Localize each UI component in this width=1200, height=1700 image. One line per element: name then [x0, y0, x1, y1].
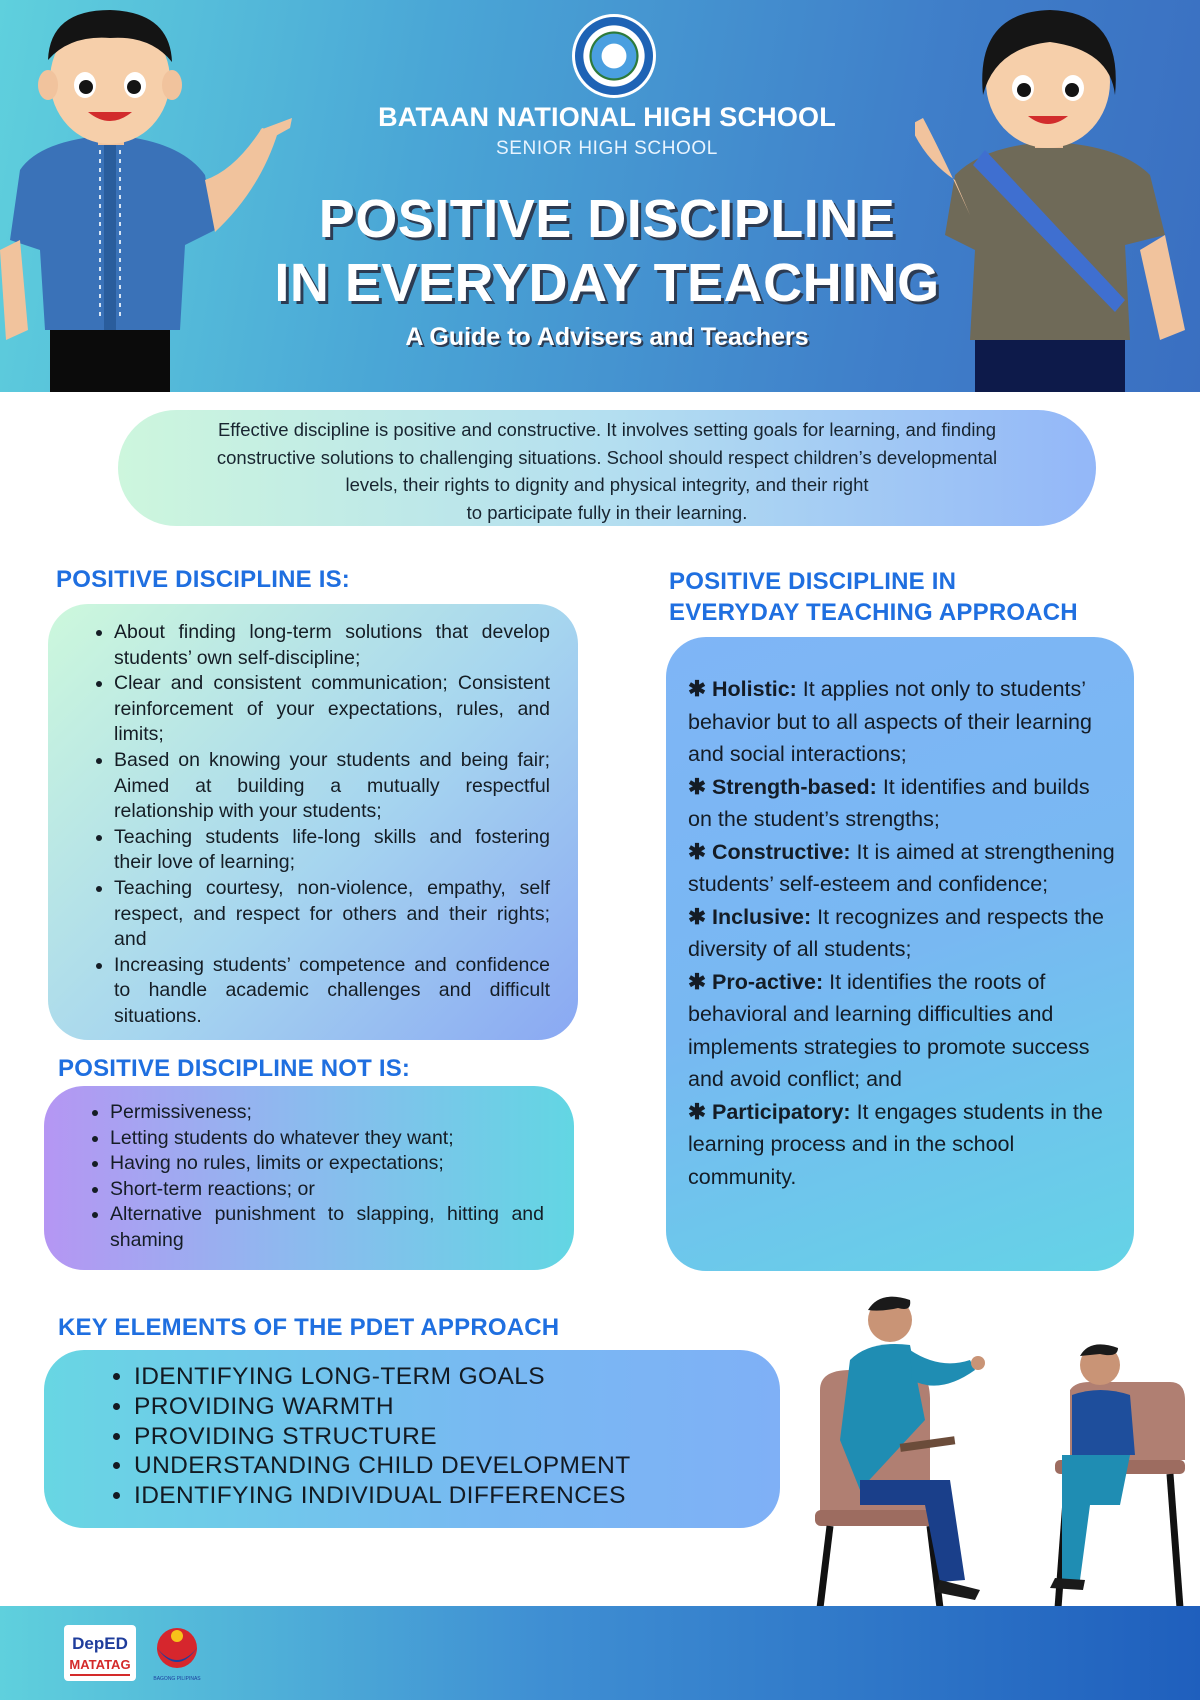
deped-logo-text: DepED — [72, 1634, 128, 1653]
approach-desc: It engages students in the learning process and in the school community. — [688, 1099, 1103, 1189]
asterisk-icon: ✱ — [688, 969, 707, 994]
key-section-box — [44, 1350, 780, 1528]
page-title-line1: POSITIVE DISCIPLINE — [318, 189, 896, 249]
list-item: • UNDERSTANDING CHILD DEVELOPMENT — [134, 1451, 750, 1481]
asterisk-icon: ✱ — [688, 904, 707, 929]
page-subtitle: A Guide to Advisers and Teachers — [405, 323, 809, 351]
school-subtitle: SENIOR HIGH SCHOOL — [496, 138, 718, 159]
approach-heading-line2: EVERYDAY TEACHING APPROACH — [669, 599, 1078, 626]
key-list — [108, 1362, 750, 1511]
approach-desc: It applies not only to students’ behavior but to all aspects of their learning and social interactions; — [688, 677, 1092, 766]
approach-item-holistic — [688, 673, 1116, 771]
deped-matatag-logo — [64, 1625, 136, 1681]
approach-item-inclusive — [688, 901, 1116, 966]
approach-desc: It recognizes and respects the diversity of all students; — [688, 904, 1104, 961]
approach-term: Participatory: — [712, 1099, 851, 1124]
page-title-line2: IN EVERYDAY TEACHING — [274, 253, 940, 313]
school-name: BATAAN NATIONAL HIGH SCHOOL — [378, 102, 836, 132]
list-item: • Based on knowing your students and being fair; Aimed at building a mutually respectful relationship with your students; — [114, 748, 550, 825]
approach-item-strength — [688, 771, 1116, 836]
intro-line: Effective discipline is positive and constructive. It involves setting goals for learning, and finding — [217, 419, 997, 440]
approach-term: Inclusive: — [712, 904, 812, 929]
asterisk-icon: ✱ — [688, 677, 707, 701]
not-section-box — [44, 1086, 574, 1270]
list-item: • Alternative punishment to slapping, hitting and shaming — [110, 1202, 544, 1253]
approach-item-constructive — [688, 836, 1116, 901]
intro-line: to participate fully in their learning. — [466, 501, 748, 523]
counseling-scene-illustration — [800, 1290, 1190, 1610]
approach-desc: It is aimed at strengthening students’ self-esteem and confidence; — [688, 839, 1115, 896]
approach-list — [688, 673, 1116, 1193]
list-item: • PROVIDING STRUCTURE — [134, 1422, 750, 1452]
list-item: • About finding long-term solutions that develop students’ own self-discipline; — [114, 620, 550, 671]
bagong-pilipinas-caption: BAGONG PILIPINAS — [153, 1676, 201, 1682]
intro-line: constructive solutions to challenging situations. School should respect children’s developmental — [216, 446, 998, 468]
approach-section-box — [666, 637, 1134, 1271]
list-item: • IDENTIFYING LONG-TERM GOALS — [134, 1362, 750, 1392]
approach-heading-line1: POSITIVE DISCIPLINE IN — [669, 568, 957, 595]
approach-term: Strength-based: — [712, 774, 877, 799]
bagong-pilipinas-logo — [146, 1622, 208, 1684]
list-item: • Teaching courtesy, non-violence, empathy, self respect, and respect for others and their rights; and — [114, 876, 550, 953]
is-list — [88, 620, 550, 1030]
header-banner — [0, 0, 1200, 392]
intro-statement — [118, 410, 1096, 526]
list-item: • Clear and consistent communication; Consistent reinforcement of your expectations, rules, and limits; — [114, 671, 550, 748]
list-item: • Permissiveness; — [110, 1100, 544, 1126]
list-item: • IDENTIFYING INDIVIDUAL DIFFERENCES — [134, 1481, 750, 1511]
asterisk-icon: ✱ — [688, 839, 707, 864]
is-section-heading: POSITIVE DISCIPLINE IS: — [56, 566, 350, 593]
intro-line: levels, their rights to dignity and physical integrity, and their right — [345, 474, 869, 495]
school-seal-logo — [572, 14, 656, 98]
asterisk-icon: ✱ — [688, 1099, 707, 1124]
is-section-box — [48, 604, 578, 1040]
approach-section-heading — [669, 566, 1159, 628]
approach-desc: It identifies and builds on the student’s strengths; — [688, 774, 1090, 831]
list-item: • PROVIDING WARMTH — [134, 1392, 750, 1422]
approach-desc: It identifies the roots of behavioral and learning difficulties and implements strategies to promote success and avoid conflict; and — [688, 969, 1090, 1091]
approach-item-participatory — [688, 1096, 1116, 1194]
not-section-heading: POSITIVE DISCIPLINE NOT IS: — [58, 1055, 411, 1082]
approach-term: Pro-active: — [712, 969, 824, 994]
matatag-logo-text: MATATAG — [69, 1657, 131, 1672]
asterisk-icon: ✱ — [688, 774, 707, 799]
list-item: • Increasing students’ competence and confidence to handle academic challenges and difficult situations. — [114, 953, 550, 1030]
list-item: • Having no rules, limits or expectations; — [110, 1151, 544, 1177]
list-item: • Letting students do whatever they want; — [110, 1126, 544, 1152]
list-item: • Short-term reactions; or — [110, 1177, 544, 1203]
not-list — [84, 1100, 544, 1254]
key-section-heading: KEY ELEMENTS OF THE PDET APPROACH — [58, 1314, 560, 1341]
approach-term: Constructive: — [712, 839, 851, 864]
list-item: • Teaching students life-long skills and fostering their love of learning; — [114, 825, 550, 876]
approach-term: Holistic: — [712, 677, 797, 701]
approach-item-proactive — [688, 966, 1116, 1096]
